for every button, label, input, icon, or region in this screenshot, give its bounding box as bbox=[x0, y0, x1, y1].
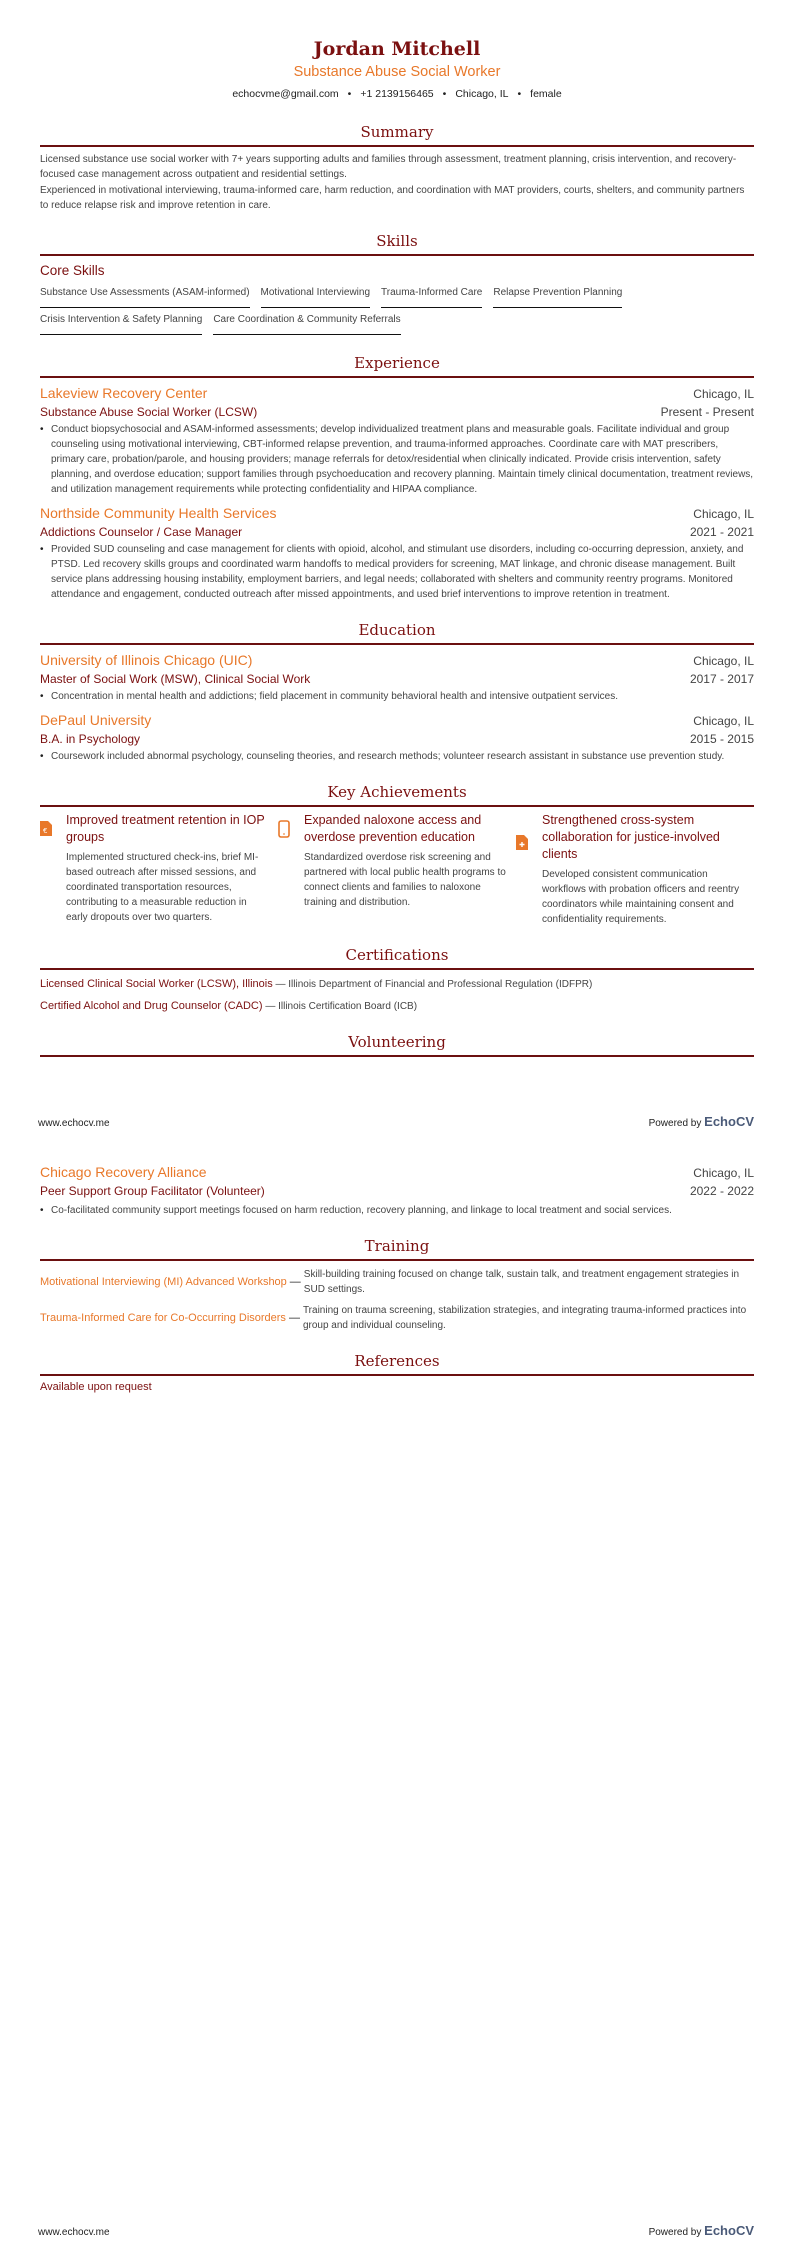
section-heading-volunteering: Volunteering bbox=[348, 1033, 446, 1051]
divider bbox=[40, 254, 754, 256]
achievement-title: Strengthened cross-system collaboration for justice-involved clients bbox=[542, 813, 720, 861]
degree: Master of Social Work (MSW), Clinical Social Work bbox=[40, 672, 311, 686]
brand-logo: EchoCV bbox=[704, 2223, 754, 2238]
experience-entry bbox=[40, 503, 754, 602]
page-footer bbox=[38, 1114, 754, 1129]
education-dates: 2017 - 2017 bbox=[689, 672, 754, 686]
job-dates: Present - Present bbox=[660, 405, 754, 419]
skill-group-title: Core Skills bbox=[40, 263, 105, 278]
certification-name: Licensed Clinical Social Worker (LCSW), Illinois bbox=[40, 978, 273, 990]
school-name: DePaul University bbox=[40, 712, 152, 728]
training-description: Skill-building training focused on change talk, sustain talk, and treatment engagement strategies in SUD settings. bbox=[303, 1269, 740, 1295]
section-heading-experience: Experience bbox=[354, 354, 440, 372]
achievement-title: Improved treatment retention in IOP groups bbox=[66, 813, 265, 844]
certification-name: Certified Alcohol and Drug Counselor (CADC) bbox=[40, 1000, 263, 1012]
volunteer-bullet: • Co-facilitated community support meetings focused on harm reduction, recovery planning, and linkage to local treatment and social services. bbox=[40, 1203, 754, 1218]
candidate-title: Substance Abuse Social Worker bbox=[293, 64, 501, 80]
training-item: Motivational Interviewing (MI) Advanced Workshop — Skill-building training focused on change talk, sustain talk, and treatment engagement strategies in SUD settings. bbox=[40, 1267, 754, 1297]
training-name: Trauma-Informed Care for Co-Occurring Disorders bbox=[40, 1312, 286, 1324]
training-name: Motivational Interviewing (MI) Advanced Workshop bbox=[40, 1276, 287, 1288]
skill-tag: Substance Use Assessments (ASAM-informed) bbox=[40, 285, 250, 308]
divider bbox=[40, 1374, 754, 1376]
skill-tag: Crisis Intervention & Safety Planning bbox=[40, 312, 202, 335]
medical-document-icon bbox=[516, 834, 528, 850]
footer-powered bbox=[649, 2223, 754, 2238]
job-location: Chicago, IL bbox=[693, 507, 754, 521]
education-entry bbox=[40, 710, 754, 764]
divider bbox=[40, 145, 754, 147]
contact-line: echocvme@gmail.com • +1 2139156465 • Chicago, IL • female bbox=[232, 88, 562, 100]
skill-tag: Relapse Prevention Planning bbox=[493, 285, 622, 308]
footer-site-link[interactable]: www.echocv.me bbox=[38, 2227, 110, 2238]
divider bbox=[40, 968, 754, 970]
volunteer-org: Chicago Recovery Alliance bbox=[40, 1164, 207, 1180]
achievement-item bbox=[278, 812, 516, 927]
degree: B.A. in Psychology bbox=[40, 732, 141, 746]
footer-site-link[interactable]: www.echocv.me bbox=[38, 1118, 110, 1129]
school-location: Chicago, IL bbox=[693, 654, 754, 668]
achievement-item bbox=[516, 812, 754, 927]
job-role: Substance Abuse Social Worker (LCSW) bbox=[40, 405, 258, 419]
education-bullet: • Coursework included abnormal psychology, counseling theories, and research methods; volunteer research assistant in substance use prevention study. bbox=[40, 749, 754, 764]
footer-powered bbox=[649, 1114, 754, 1129]
employer-name: Lakeview Recovery Center bbox=[40, 385, 208, 401]
section-heading-training: Training bbox=[364, 1237, 430, 1255]
summary-paragraph: Experienced in motivational interviewing, trauma-informed care, harm reduction, and coordination with MAT providers, courts, shelters, and community partners to reduce relapse risk and improve retention in care. bbox=[40, 185, 745, 211]
resume-page-2 bbox=[40, 1162, 754, 1393]
divider bbox=[40, 376, 754, 378]
experience-entry bbox=[40, 383, 754, 497]
achievement-text: Implemented structured check-ins, brief MI-based outreach after missed sessions, and coordinated transportation resources, contributing to a measurable reduction in early dropouts over two quarters. bbox=[66, 852, 259, 923]
section-heading-education: Education bbox=[358, 621, 436, 639]
certification-item: Licensed Clinical Social Worker (LCSW), Illinois — Illinois Department of Financial and Professional Regulation (IDFPR) bbox=[40, 978, 593, 990]
contact-location: Chicago, IL bbox=[455, 88, 509, 100]
divider bbox=[40, 1259, 754, 1261]
contact-phone[interactable]: +1 2139156465 bbox=[360, 88, 434, 100]
training-item: Trauma-Informed Care for Co-Occurring Disorders — Training on trauma screening, stabilization strategies, and integrating trauma-informed practices into group and individual counseling. bbox=[40, 1303, 754, 1333]
skill-tag: Trauma-Informed Care bbox=[381, 285, 482, 308]
section-heading-achievements: Key Achievements bbox=[327, 783, 467, 801]
euro-document-icon bbox=[40, 820, 52, 836]
section-heading-certifications: Certifications bbox=[345, 946, 449, 964]
mobile-phone-icon bbox=[278, 820, 290, 838]
powered-by-label: Powered by bbox=[648, 2227, 702, 2238]
school-name: University of Illinois Chicago (UIC) bbox=[40, 652, 253, 668]
divider bbox=[40, 643, 754, 645]
skill-tag: Motivational Interviewing bbox=[261, 285, 371, 308]
job-dates: 2021 - 2021 bbox=[689, 525, 754, 539]
job-bullet: • Provided SUD counseling and case management for clients with opioid, alcohol, and stimulant use disorders, including co-occurring depression, anxiety, and PTSD. Led recovery skills groups and coordinated warm handoffs to medical providers for screening, MAT linkage, and chronic disease management. Built service plans addressing housing instability, employment barriers, and legal needs; collaborated with shelters and community reentry programs. Monitored attendance and engagement, conducted outreach after missed appointments, and used brief interventions to improve retention in treatment. bbox=[40, 542, 754, 602]
achievement-item bbox=[40, 812, 278, 927]
section-heading-summary: Summary bbox=[360, 123, 434, 141]
certification-issuer: Illinois Certification Board (ICB) bbox=[278, 1001, 418, 1012]
candidate-name: Jordan Mitchell bbox=[313, 38, 481, 60]
certification-item: Certified Alcohol and Drug Counselor (CADC) — Illinois Certification Board (ICB) bbox=[40, 1000, 418, 1012]
divider bbox=[40, 805, 754, 807]
job-bullet: • Conduct biopsychosocial and ASAM-informed assessments; develop individualized treatment plans and measurable goals. Facilitate individual and group counseling using motivational interviewing, CBT-informed relapse prevention, and trauma-informed approaches. Coordinate care with MAT prescribers, primary care, probation/parole, and housing providers; manage referrals for detox/residential when clinically indicated. Provide crisis intervention, safety planning, and overdose education; support families through psychoeducation and recovery planning. Maintain timely clinical documentation, treatment reviews, and utilization management requirements while protecting confidentiality and HIPAA compliance. bbox=[40, 422, 754, 497]
education-entry bbox=[40, 650, 754, 704]
summary-paragraph: Licensed substance use social worker with 7+ years supporting adults and families through assessment, treatment planning, crisis intervention, and recovery-focused case management across outpatient and residential settings. bbox=[40, 154, 737, 180]
section-heading-skills: Skills bbox=[376, 232, 418, 250]
certification-issuer: Illinois Department of Financial and Professional Regulation (IDFPR) bbox=[288, 979, 593, 990]
job-location: Chicago, IL bbox=[693, 387, 754, 401]
training-description: Training on trauma screening, stabilization strategies, and integrating trauma-informed practices into group and individual counseling. bbox=[302, 1305, 747, 1331]
svg-text:€: € bbox=[43, 827, 48, 835]
powered-by-label: Powered by bbox=[648, 1118, 702, 1129]
school-location: Chicago, IL bbox=[693, 714, 754, 728]
volunteer-location: Chicago, IL bbox=[693, 1166, 754, 1180]
education-dates: 2015 - 2015 bbox=[689, 732, 754, 746]
contact-gender: female bbox=[530, 88, 562, 100]
resume-page-1 bbox=[40, 36, 754, 1062]
contact-email[interactable]: echocvme@gmail.com bbox=[232, 88, 339, 100]
brand-logo: EchoCV bbox=[704, 1114, 754, 1129]
volunteer-role: Peer Support Group Facilitator (Volunteer) bbox=[40, 1184, 265, 1198]
employer-name: Northside Community Health Services bbox=[40, 505, 277, 521]
page-footer bbox=[38, 2223, 754, 2238]
achievement-text: Standardized overdose risk screening and partnered with local public health programs to connect clients and families to naloxone training and distribution. bbox=[304, 852, 506, 908]
section-heading-references: References bbox=[354, 1352, 440, 1370]
achievement-title: Expanded naloxone access and overdose prevention education bbox=[304, 813, 482, 844]
achievements-grid bbox=[40, 812, 754, 927]
volunteer-entry bbox=[40, 1162, 754, 1218]
volunteer-dates: 2022 - 2022 bbox=[689, 1184, 754, 1198]
skill-tag: Care Coordination & Community Referrals bbox=[213, 312, 400, 335]
divider bbox=[40, 1055, 754, 1057]
achievement-text: Developed consistent communication workflows with probation officers and reentry coordinators while maintaining consent and confidentiality requirements. bbox=[542, 869, 740, 925]
skill-tags bbox=[40, 281, 754, 335]
education-bullet: • Concentration in mental health and addictions; field placement in community behavioral health and intensive outpatient services. bbox=[40, 689, 754, 704]
references-text: Available upon request bbox=[40, 1381, 152, 1393]
job-role: Addictions Counselor / Case Manager bbox=[40, 525, 243, 539]
